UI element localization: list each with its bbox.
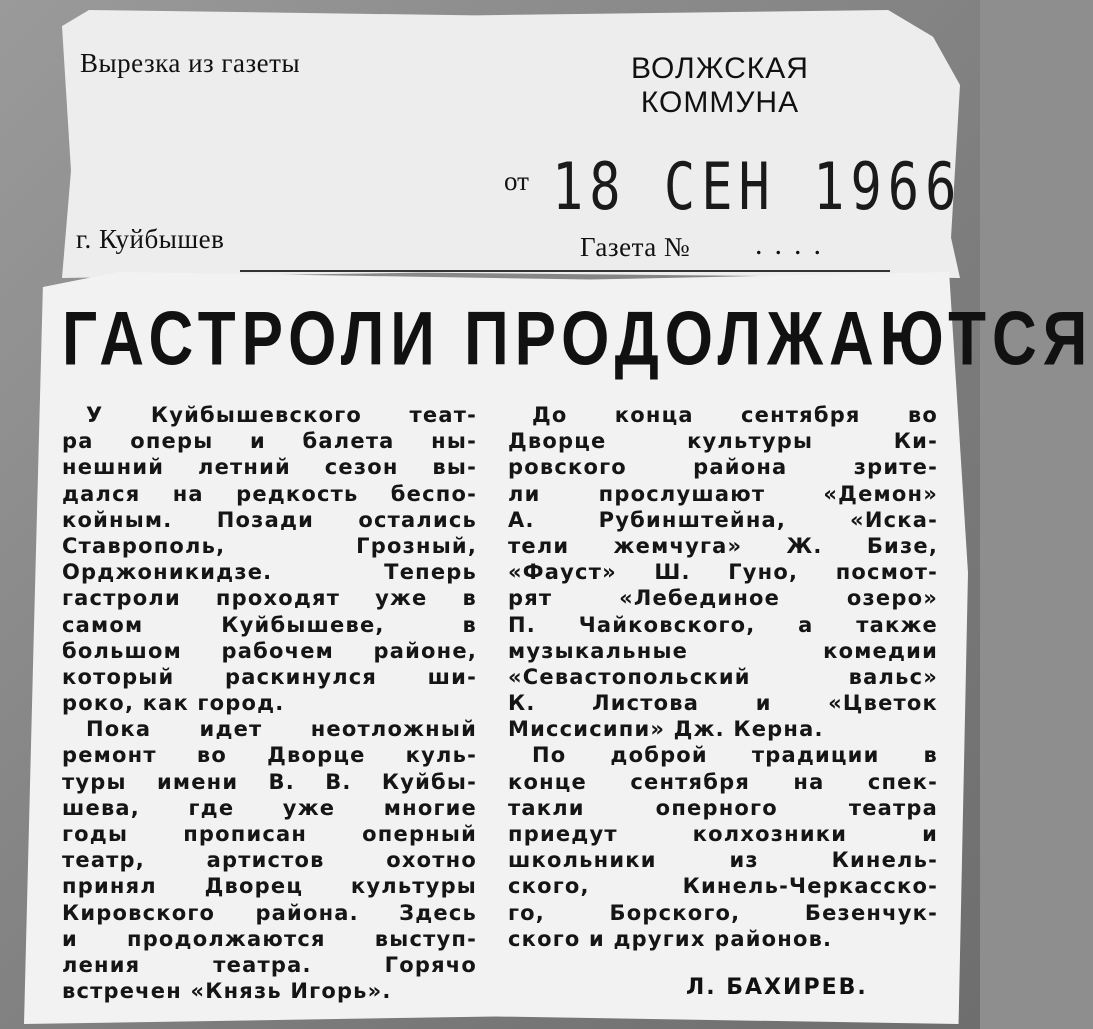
- text-line: театр, артистов охотно: [62, 848, 477, 873]
- newspaper-name: [600, 52, 840, 120]
- text-line: музыкальные комедии: [508, 638, 938, 663]
- text-line: ли прослушают «Демон»: [508, 481, 938, 506]
- text-line: дался на редкость беспо-: [62, 481, 477, 506]
- text-line: приедут колхозники и: [508, 822, 938, 846]
- date-prefix: от: [504, 166, 529, 196]
- text-line: «Фауст» Ш. Гуно, посмот-: [508, 560, 938, 585]
- text-line: койным. Позади остались: [62, 507, 477, 532]
- text-line: Кировского района. Здесь: [62, 900, 477, 925]
- newspaper-name-line2: КОММУНА: [640, 86, 800, 119]
- text-line: Миссисипи» Дж. Керна.: [508, 717, 824, 742]
- date-stamp: 18 СЕН 1966: [552, 150, 963, 225]
- text-line: гастроли проходят уже в: [62, 586, 477, 611]
- text-line: принял Дворец культуры: [62, 874, 477, 899]
- city-label: г. Куйбышев: [76, 224, 225, 254]
- text-line: ского, Кинель-Черкасско-: [508, 874, 938, 899]
- clip-label: Вырезка из газеты: [80, 48, 301, 78]
- text-line: Орджоникидзе. Теперь: [62, 560, 477, 585]
- text-line: нешний летний сезон вы-: [62, 455, 477, 480]
- text-line: который раскинулся ши-: [62, 664, 477, 689]
- text-line: такли оперного театра: [508, 795, 938, 820]
- gazeta-number-label: Газета №: [580, 232, 691, 262]
- text-line: По доброй традиции в: [532, 743, 938, 768]
- text-line: самом Куйбышеве, в: [62, 612, 477, 637]
- article-headline: ГАСТРОЛИ ПРОДОЛЖАЮТСЯ: [62, 297, 1093, 382]
- text-line: роко, как город.: [62, 691, 285, 716]
- text-line: А. Рубинштейна, «Иска-: [508, 507, 938, 532]
- text-line: туры имени В. В. Куйбы-: [62, 769, 477, 794]
- text-line: годы прописан оперный: [62, 822, 477, 846]
- text-line: ра оперы и балета ны-: [62, 429, 477, 454]
- text-line: Дворце культуры Ки-: [508, 429, 938, 454]
- text-line: ления театра. Горячо: [62, 952, 477, 977]
- article-column-left: [62, 402, 477, 1004]
- form-underline: [240, 270, 890, 272]
- text-line: У Куйбышевского теат-: [86, 403, 477, 427]
- text-line: шева, где уже многие: [62, 795, 477, 820]
- text-line: К. Листова и «Цветок: [508, 691, 938, 716]
- text-line: До конца сентября во: [532, 403, 938, 427]
- text-line: конце сентября на спек-: [508, 769, 938, 794]
- text-line: «Севастопольский вальс»: [508, 664, 938, 689]
- article-column-right: [508, 402, 938, 952]
- text-line: П. Чайковского, а также: [508, 612, 938, 637]
- text-line: го, Борского, Безенчук-: [508, 900, 938, 925]
- text-line: и продолжаются выступ-: [62, 926, 477, 951]
- gazeta-number-dots: ....: [755, 228, 833, 261]
- text-line: тели жемчуга» Ж. Бизе,: [508, 533, 938, 558]
- text-line: рят «Лебединое озеро»: [508, 586, 938, 611]
- text-line: встречен «Князь Игорь».: [62, 979, 392, 1004]
- text-line: ровского района зрите-: [508, 455, 938, 480]
- newspaper-name-line1: ВОЛЖСКАЯ: [631, 52, 809, 85]
- text-line: ского и других районов.: [508, 926, 833, 951]
- text-line: Ставрополь, Грозный,: [62, 533, 477, 558]
- text-line: ремонт во Дворце куль-: [62, 743, 477, 768]
- text-line: школьники из Кинель-: [508, 848, 938, 873]
- text-line: Пока идет неотложный: [86, 717, 477, 742]
- article-author: Л. БАХИРЕВ.: [686, 975, 868, 1000]
- text-line: большом рабочем районе,: [62, 638, 477, 663]
